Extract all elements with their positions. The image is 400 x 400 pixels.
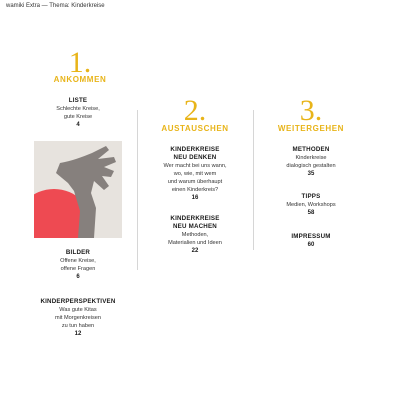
entry-description: Offene Kreise, offene Fragen <box>60 258 96 272</box>
toc-entry-neu-denken[interactable] <box>135 146 255 202</box>
page-header: wamiki Extra — Thema: Kinderkreise <box>6 3 105 9</box>
entry-page: 22 <box>191 248 199 254</box>
section-title-ankommen: ANKOMMEN <box>53 75 107 84</box>
entry-description: Schlechte Kreise, gute Kreise <box>56 106 100 120</box>
entry-page: 60 <box>307 242 315 248</box>
toc-entry-neu-machen[interactable] <box>135 215 255 255</box>
toc-entry-bilder[interactable] <box>18 249 138 281</box>
entry-page: 12 <box>74 331 82 337</box>
toc-entry-kinderperspektiven[interactable] <box>18 298 138 338</box>
section-title-weitergehen: WEITERGEHEN <box>277 124 345 133</box>
entry-title: KINDERKREISE NEU DENKEN <box>170 146 220 161</box>
entry-title: IMPRESSUM <box>291 233 331 240</box>
toc-entry-impressum[interactable] <box>251 233 371 249</box>
entry-description: Medien, Workshops <box>286 202 336 208</box>
toc-entry-liste[interactable] <box>18 97 138 129</box>
section-number-3: 3. <box>299 94 323 127</box>
entry-page: 58 <box>307 210 315 216</box>
entry-title: TIPPS <box>301 193 321 200</box>
toc-entry-methoden[interactable] <box>251 146 371 178</box>
toc-entry-tipps[interactable] <box>251 193 371 217</box>
entry-title: METHODEN <box>292 146 330 153</box>
entry-title: KINDERKREISE NEU MACHEN <box>170 215 220 230</box>
entry-description: Kinderkreise dialogisch gestalten <box>286 155 336 169</box>
section-number-1: 1. <box>68 46 92 79</box>
entry-title: LISTE <box>68 97 88 104</box>
entry-title: KINDERPERSPEKTIVEN <box>40 298 116 305</box>
entry-description: Methoden, Materialien und Ideen <box>168 232 222 246</box>
entry-title: BILDER <box>65 249 91 256</box>
entry-page: 16 <box>191 195 199 201</box>
section-number-2: 2. <box>183 94 207 127</box>
entry-description: Wer macht bei uns wann, wo, wie, mit wem und warum überhaupt einen Kinderkreis? <box>163 163 227 193</box>
entry-page: 35 <box>307 171 315 177</box>
entry-page: 4 <box>76 122 80 128</box>
section-title-austauschen: AUSTAUSCHEN <box>161 124 229 133</box>
entry-description: Was gute Kitas mit Morgenkreisen zu tun haben <box>54 307 101 329</box>
entry-page: 6 <box>76 274 80 280</box>
kinderkreis-photo <box>34 141 122 238</box>
